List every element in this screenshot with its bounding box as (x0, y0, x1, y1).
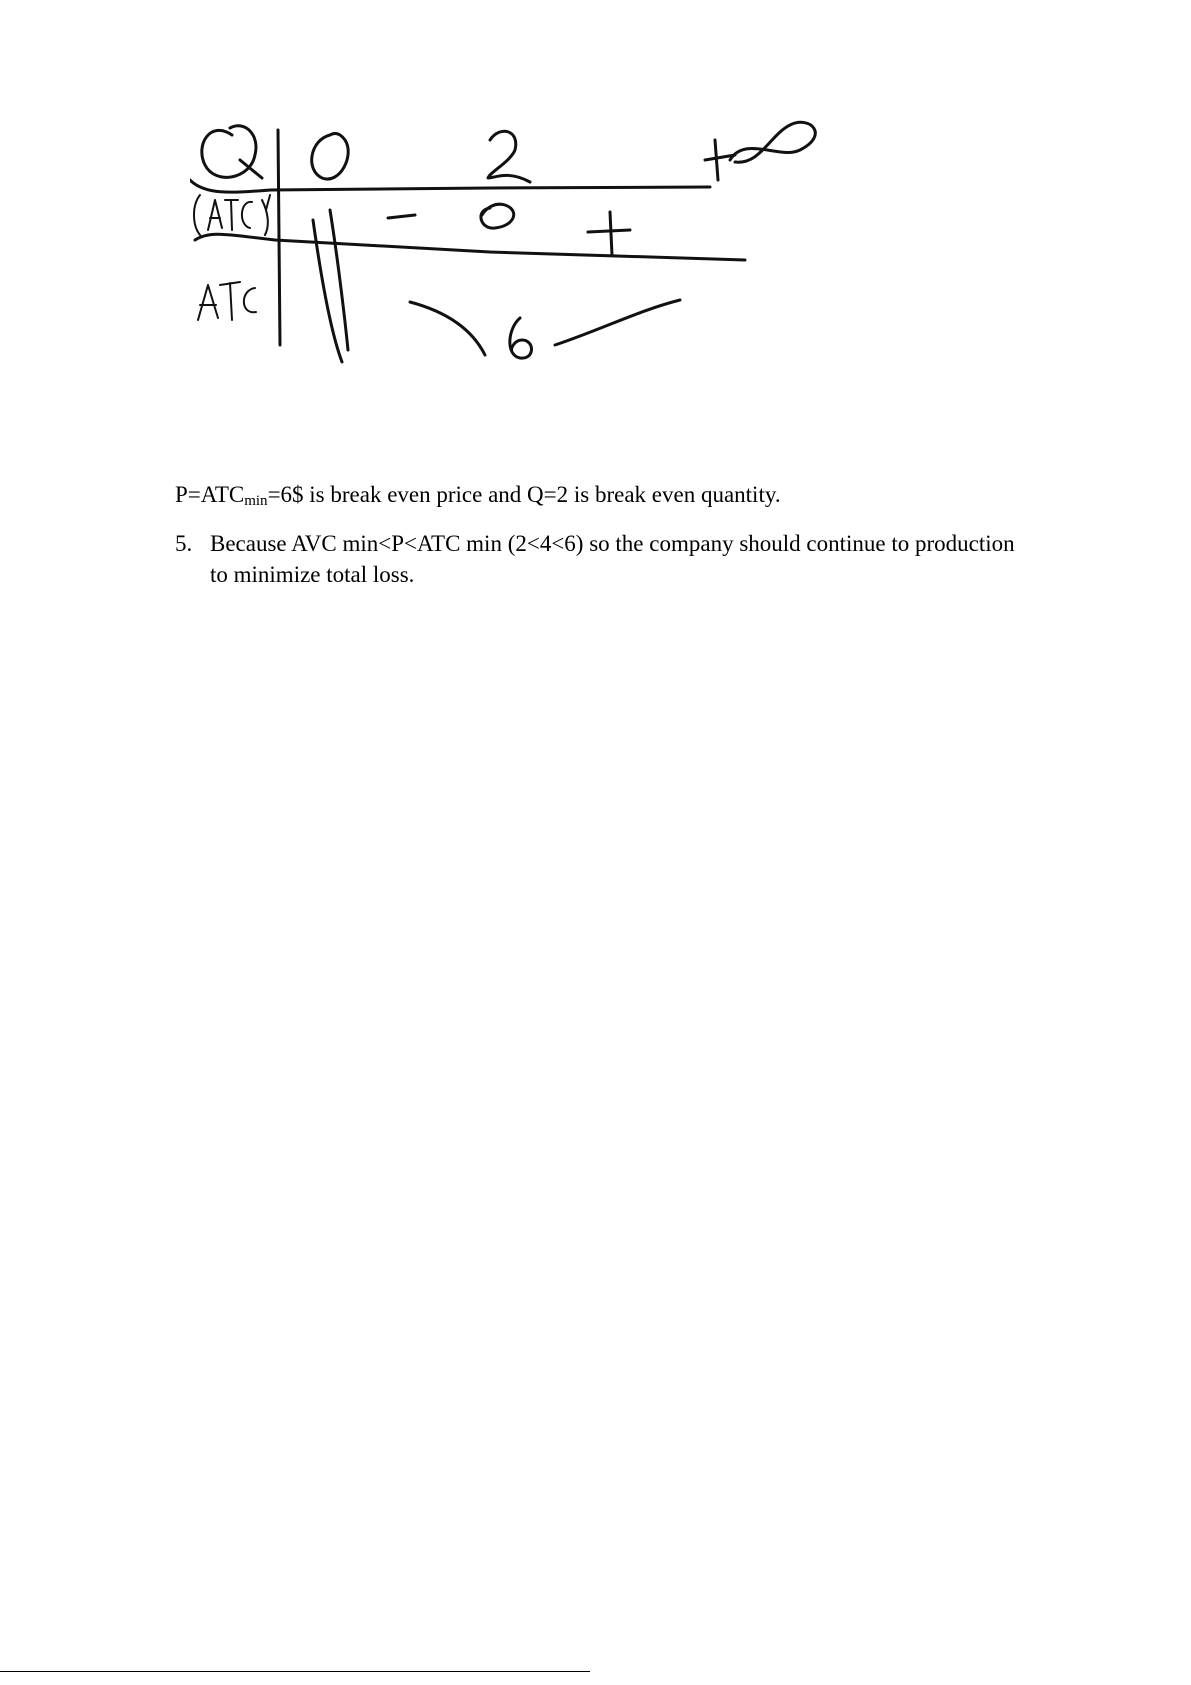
handwriting-atc (198, 282, 256, 320)
list-item-text: Because AVC min<P<ATC min (2<4<6) so the company should continue to production to minimize total loss. (210, 531, 1015, 587)
line1-suffix: =6$ is break even price and Q=2 is break even quantity. (267, 482, 781, 507)
handwritten-sign-table (190, 100, 890, 400)
handwriting-0 (312, 133, 349, 179)
handwriting-six (510, 318, 532, 358)
table-derivative-line (195, 234, 745, 260)
handwriting-zero-derivative (481, 204, 514, 228)
handwriting-atc-prime (194, 195, 270, 235)
handwriting-double-bar (313, 210, 348, 362)
list-item-number: 5. (175, 531, 193, 556)
handwriting-atc-curve-left (410, 302, 485, 355)
break-even-statement (175, 482, 781, 508)
table-header-line (190, 180, 710, 192)
handwritten-sign-table-drawing (190, 100, 890, 400)
line1-prefix: P=ATC (175, 482, 245, 507)
handwriting-atc-curve-right (555, 300, 680, 345)
handwriting-2 (488, 131, 530, 182)
handwriting-infinity (730, 122, 815, 162)
footnote-separator (0, 1671, 590, 1672)
table-vertical-line (278, 130, 280, 345)
handwriting-minus (388, 215, 415, 218)
line1-subscript: min (244, 493, 268, 509)
handwriting-Q (202, 126, 262, 178)
handwriting-plus-derivative (588, 212, 630, 255)
